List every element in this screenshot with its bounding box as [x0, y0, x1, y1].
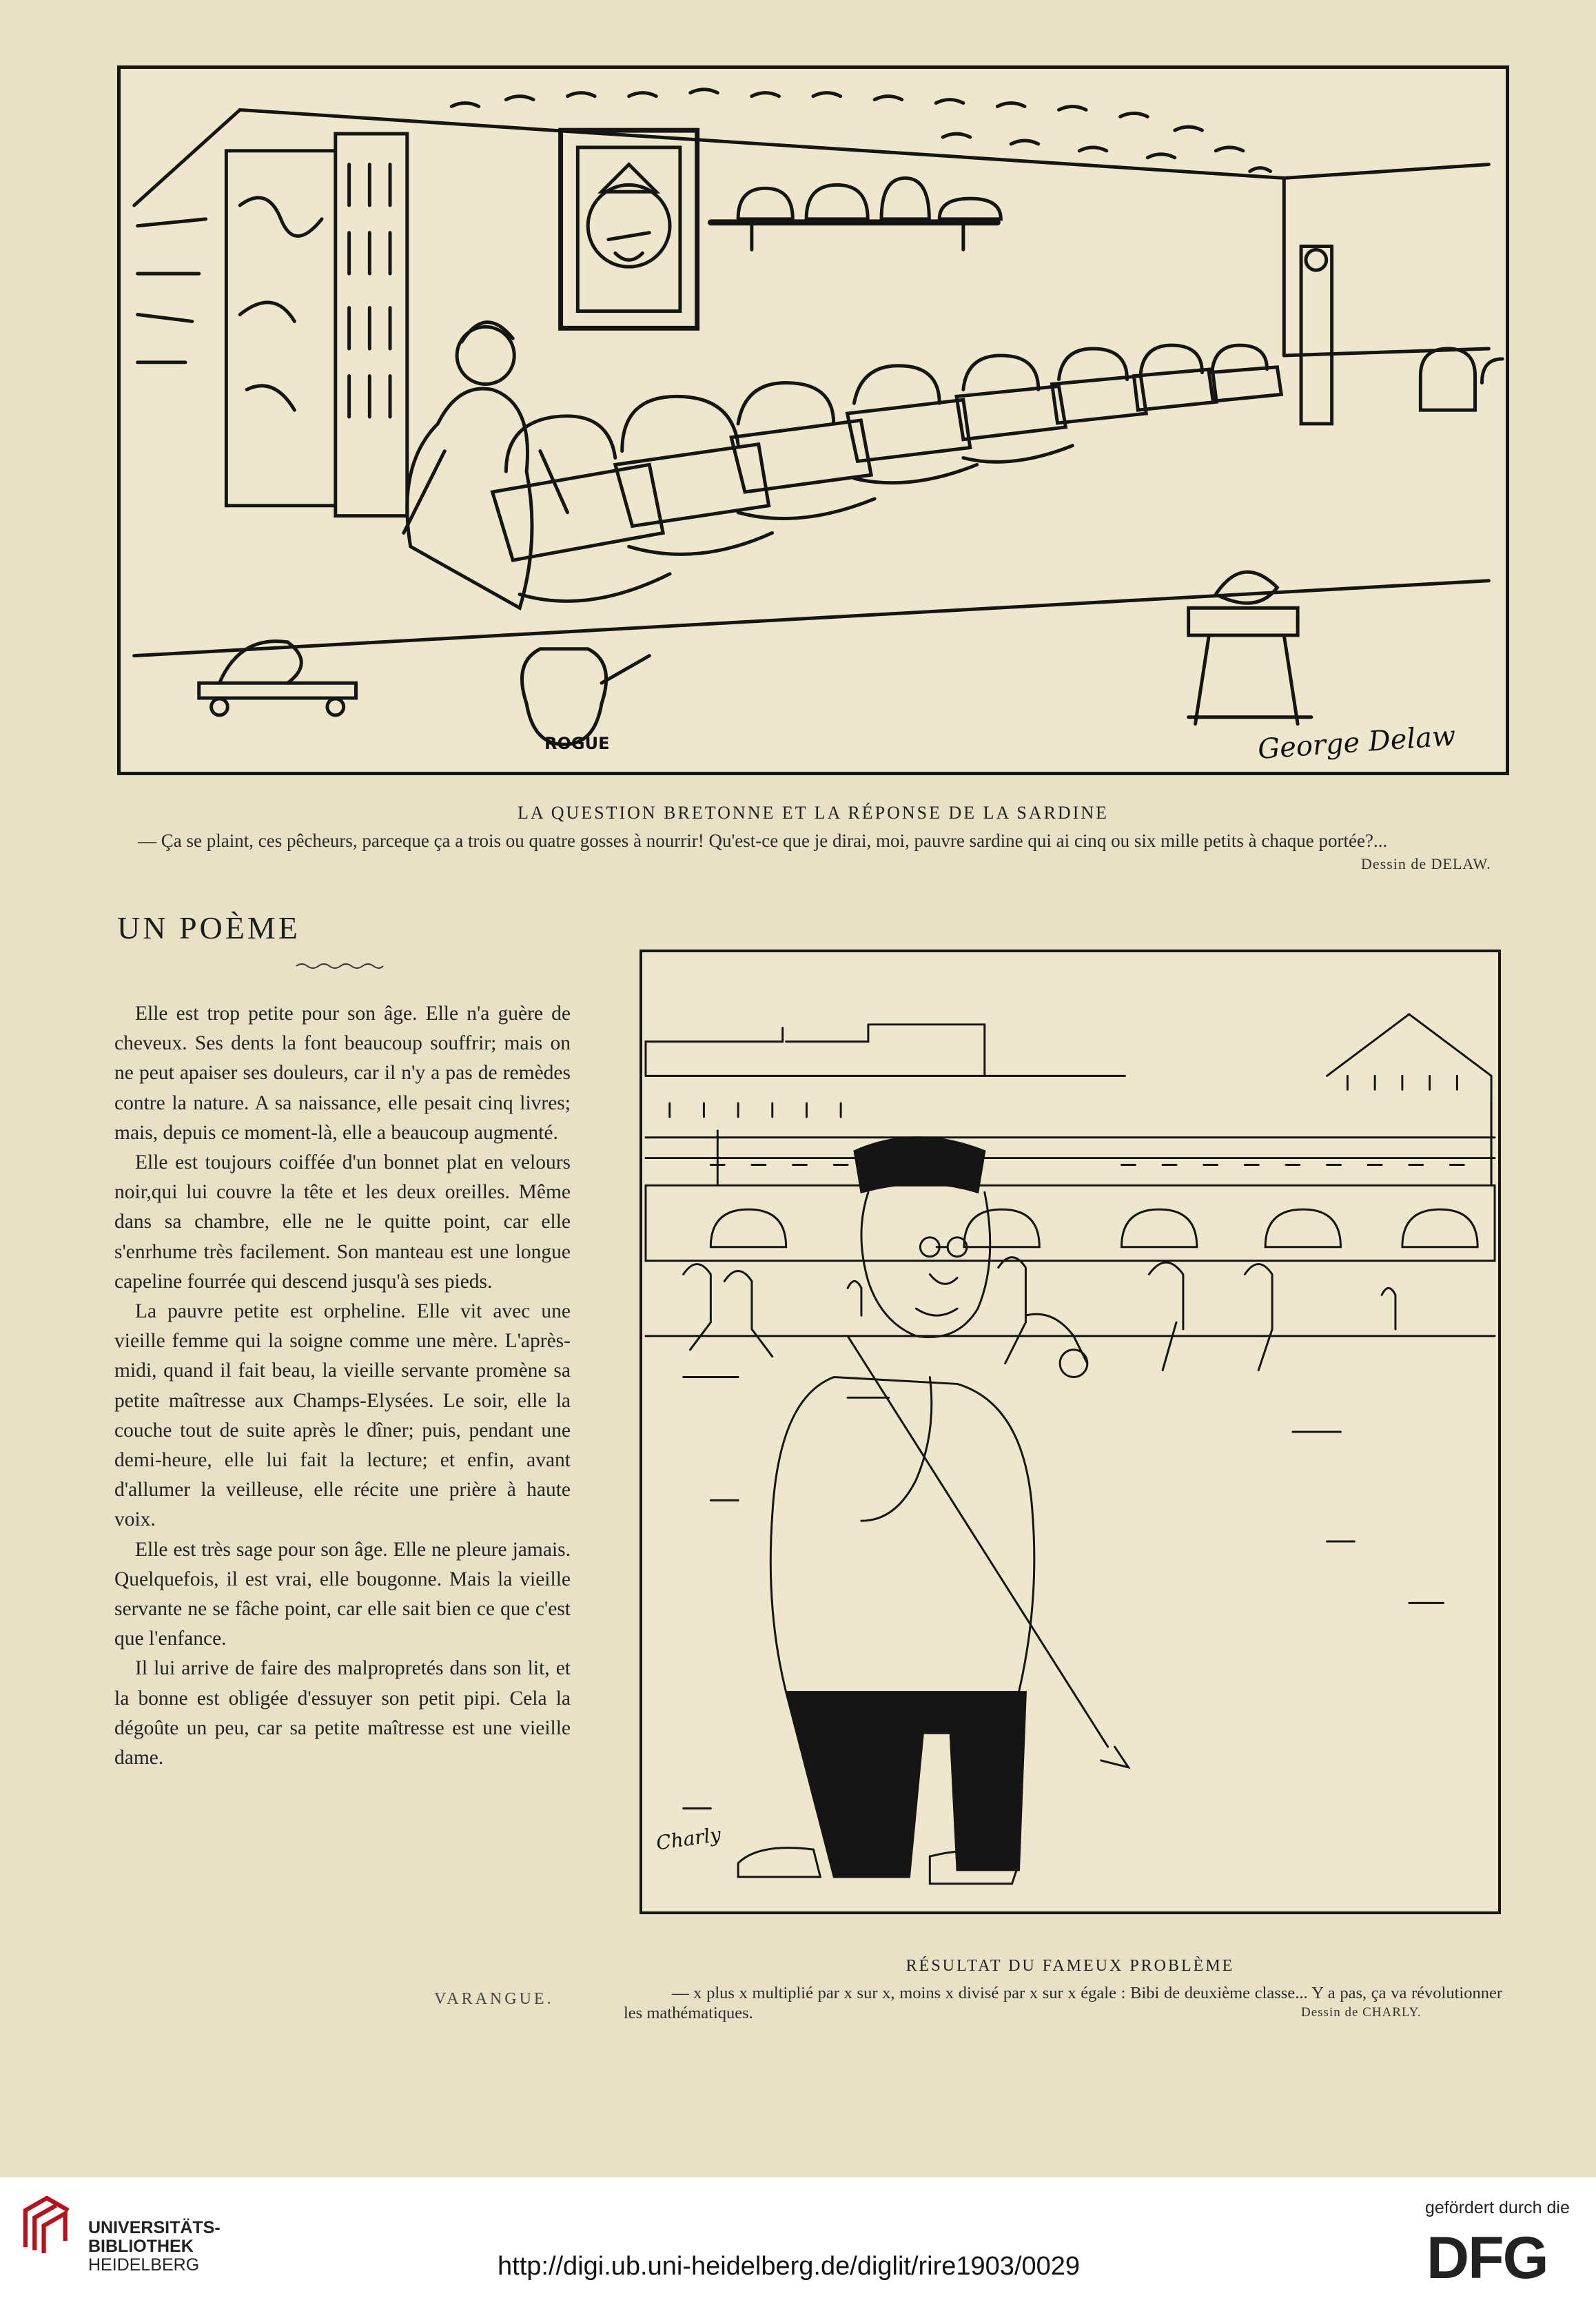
cartoon-sardine-signature: George Delaw: [1256, 720, 1457, 766]
poem-body: [114, 999, 571, 1773]
cartoon-soldier-frame: [640, 950, 1501, 1914]
cartoon-sardine-drawing: [121, 69, 1506, 772]
footer-bar: [0, 2177, 1596, 2298]
poem-title: UN POÈME: [117, 910, 300, 945]
heidelberg-library-logo-icon: [19, 2191, 74, 2260]
library-name-line2: BIBLIOTHEK: [88, 2237, 194, 2256]
poem-author: VARANGUE.: [434, 1990, 554, 2008]
poem-paragraph: Elle est trop petite pour son âge. Elle n'a guère de cheveux. Ses dents la font beaucoup souffrir; mais on ne peut apaiser ses douleurs, car il n'y a pas de remèdes contre la nature. A sa naissance, elle pesait cinq livres; mais, depuis ce moment-là, elle a beaucoup augmenté.: [114, 1003, 571, 1144]
poem-paragraph: Elle est très sage pour son âge. Elle ne pleure jamais. Quelquefois, il est vrai, elle bougonne. Mais la vieille servante ne se fâche point, car elle sait bien ce que c'est que l'enfance.: [114, 1538, 571, 1650]
poem-paragraph: Elle est toujours coiffée d'un bonnet plat en velours noir,qui lui couvre la tête et les deux oreilles. Même dans sa chambre, elle ne le quitte point, car elle s'enrhume très facilement. Son manteau est une longue capeline fourrée qui descend jusqu'à ses pieds.: [114, 1151, 571, 1293]
cartoon-sardine-caption-title: LA QUESTION BRETONNE ET LA RÉPONSE DE LA SARDINE: [517, 803, 1109, 823]
cartoon-soldier-drawing: [642, 952, 1498, 1911]
rogue-jar-label: ROGUE: [544, 734, 610, 753]
poem-title-ornament: [295, 962, 385, 970]
cartoon-soldier-credit: Dessin de CHARLY.: [1301, 2005, 1422, 2020]
cartoon-soldier-caption-body: — x plus x multiplié par x sur x, moins x divisé par x sur x égale : Bibi de deuxième classe... Y a pas, ça va révolutionner les mathématiques.: [624, 1984, 1502, 2022]
cartoon-sardine-caption-body: — Ça se plaint, ces pêcheurs, parceque ça a trois ou quatre gosses à nourrir! Qu'est-ce que je dirai, moi, pauvre sardine qui ai cinq ou six mille petits à chaque portée?...: [138, 830, 1388, 851]
funding-note: gefördert durch die: [1425, 2198, 1570, 2217]
poem-paragraph: Il lui arrive de faire des malpropretés dans son lit, et la bonne est obligée d'essuyer son petit pipi. Cela la dégoûte un peu, car sa petite maîtresse est une vieille dame.: [114, 1657, 571, 1769]
library-name-line1: UNIVERSITÄTS-: [88, 2218, 221, 2237]
cartoon-soldier-signature: Charly: [655, 1823, 723, 1855]
poem-paragraph: La pauvre petite est orpheline. Elle vit avec une vieille femme qui la soigne comme une mère. L'après-midi, quand il fait beau, la vieille servante promène sa petite maîtresse aux Champs-Elysées. Le soir, elle la couche tout de suite après le dîner; puis, pendant une demi-heure, elle lui fait la lecture; et enfin, avant d'allumer la veilleuse, elle récite une prière à haute voix.: [114, 1300, 571, 1531]
cartoon-sardine-caption-text: [117, 830, 1516, 851]
library-name-city: HEIDELBERG: [88, 2255, 200, 2275]
cartoon-sardine-credit: Dessin de DELAW.: [1361, 855, 1491, 872]
library-name: [88, 2219, 221, 2275]
dfg-logo: DFG: [1426, 2225, 1548, 2291]
cartoon-sardine-frame: [117, 65, 1509, 775]
permalink-url[interactable]: http://digi.ub.uni-heidelberg.de/diglit/rire1903/0029: [498, 2252, 1081, 2281]
cartoon-soldier-caption-title: RÉSULTAT DU FAMEUX PROBLÈME: [906, 1957, 1235, 1975]
